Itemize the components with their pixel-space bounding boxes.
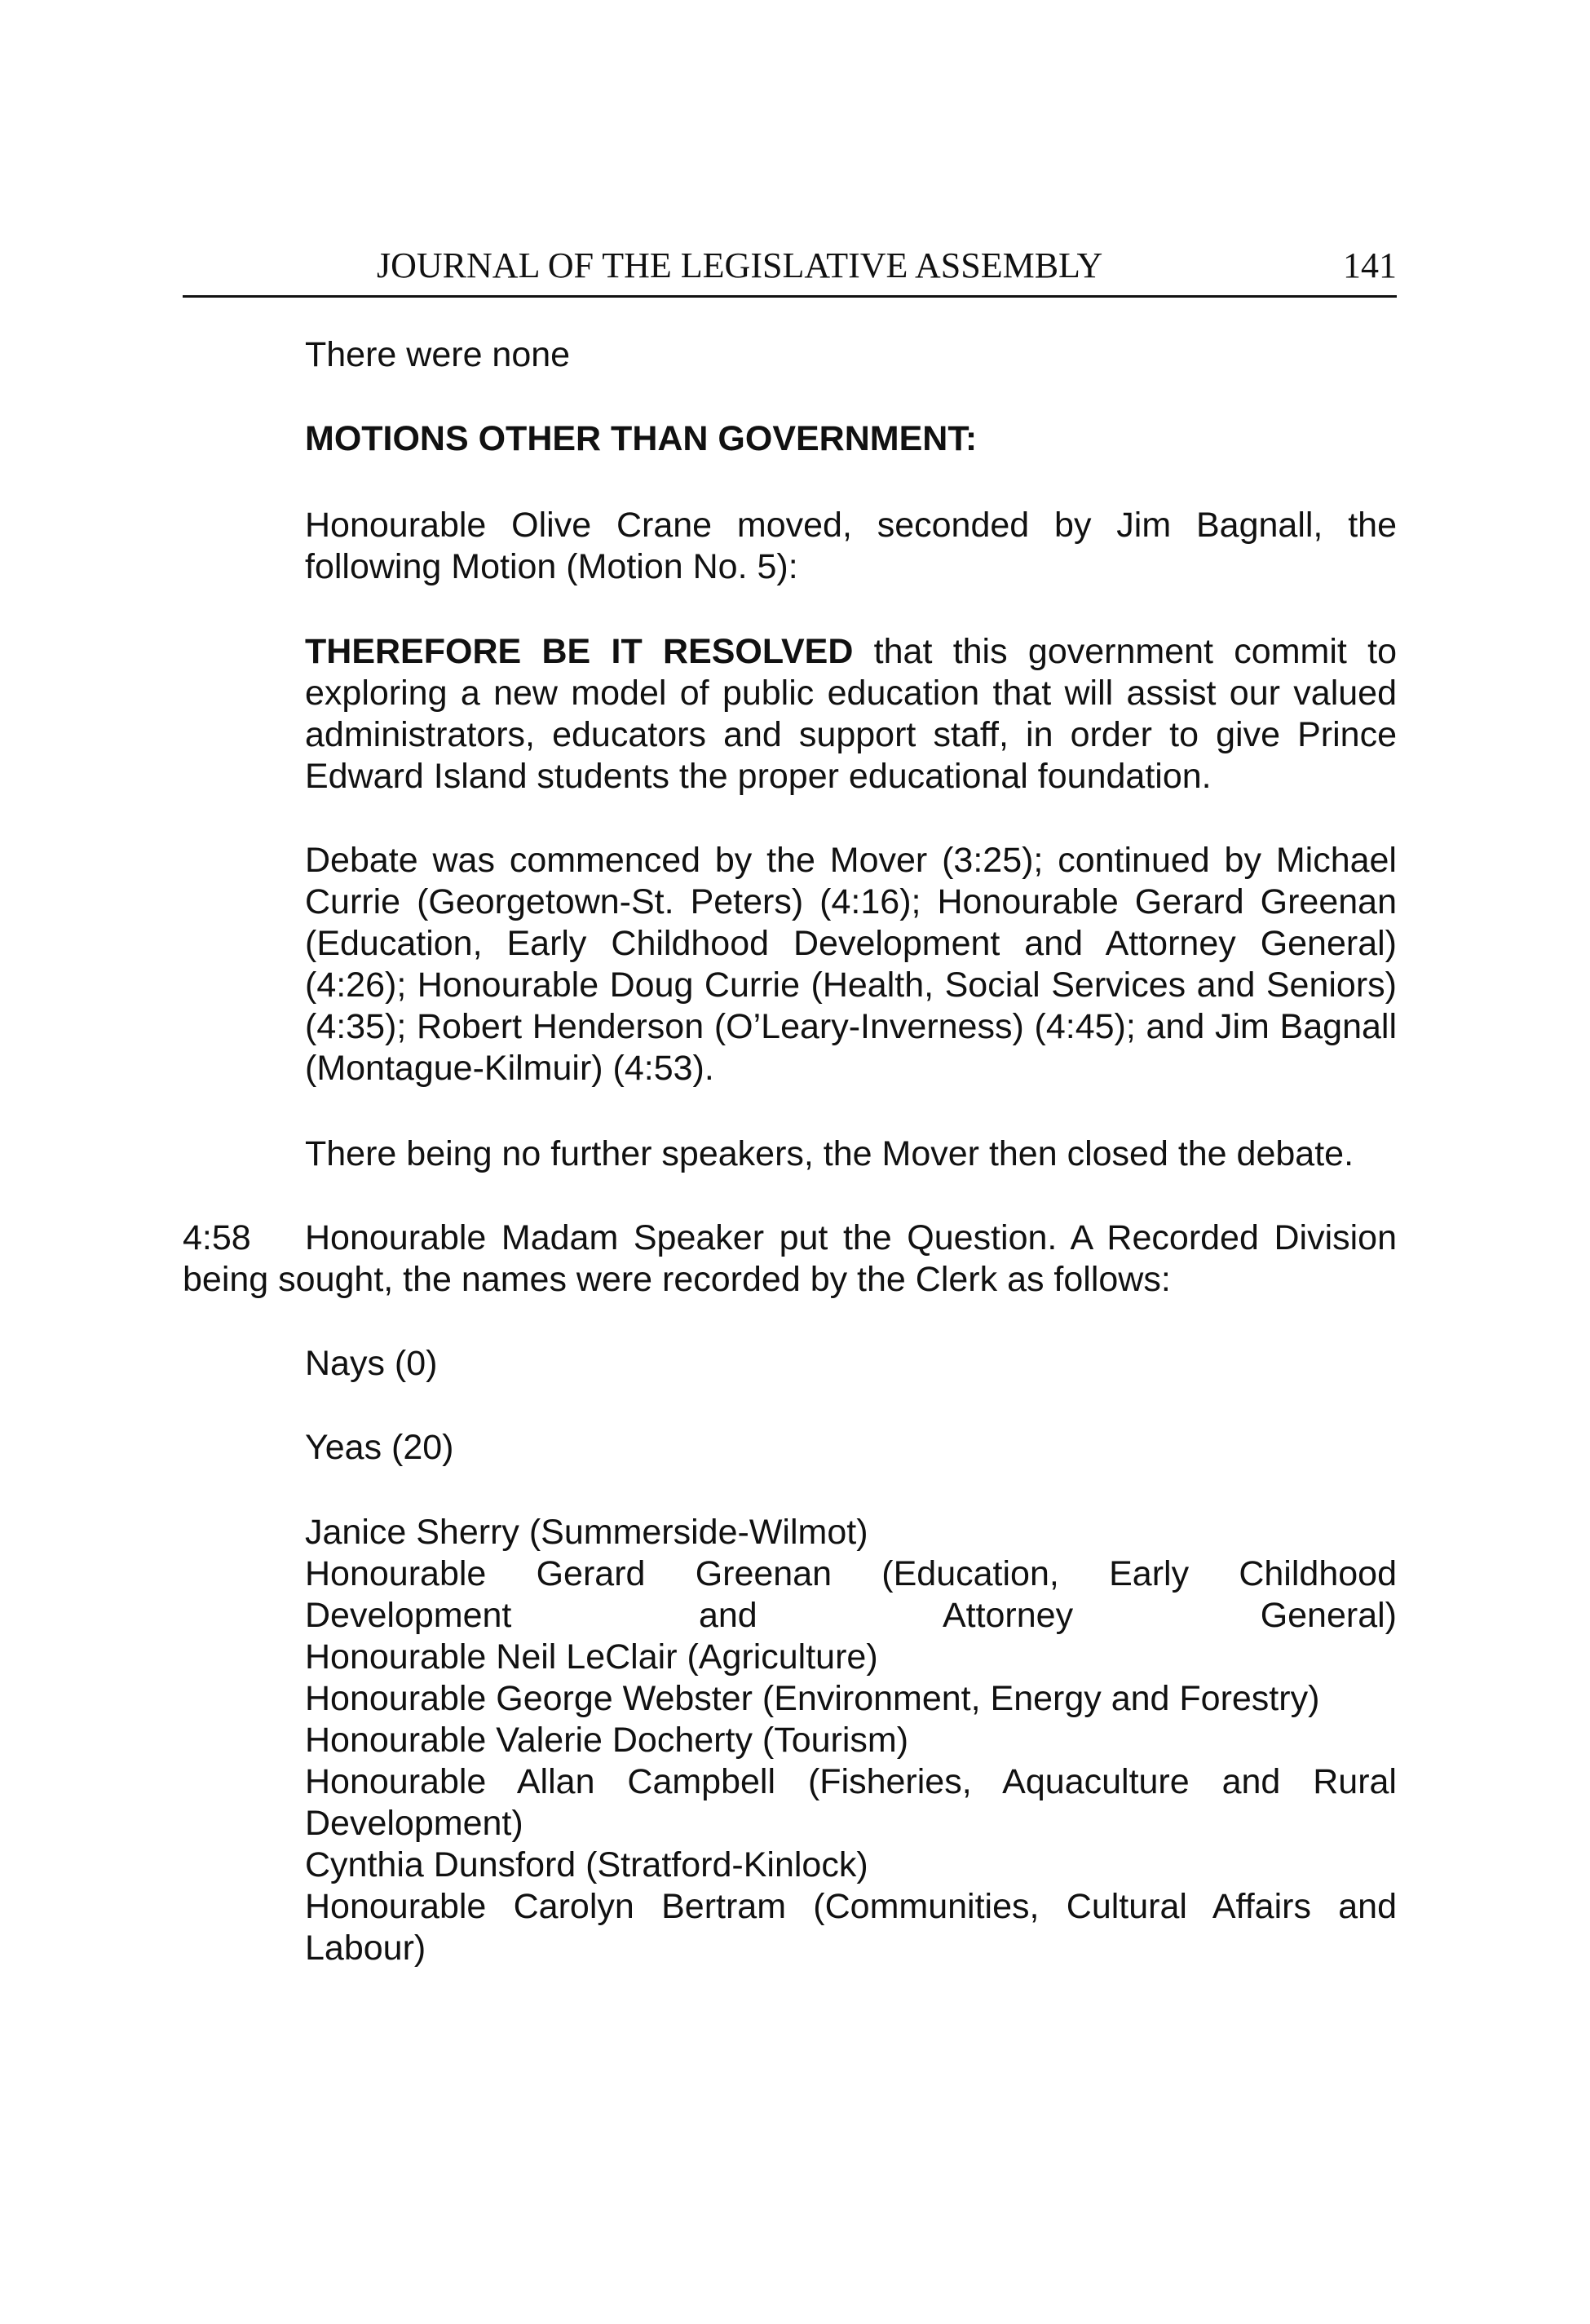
nays-heading: Nays (0) [305, 1344, 438, 1383]
question-paragraph [183, 1217, 1397, 1301]
list-item: Honourable Gerard Greenan (Education, Early Childhood Development and Attorney General) [305, 1554, 1397, 1635]
list-item: Honourable Neil LeClair (Agriculture) [305, 1637, 878, 1677]
list-item: Cynthia Dunsford (Stratford-Kinlock) [305, 1845, 868, 1884]
resolution-lead: THEREFORE BE IT RESOLVED [305, 632, 854, 671]
member-list [305, 1512, 1397, 1969]
question-time: 4:58 [183, 1218, 251, 1257]
running-header [183, 245, 1397, 298]
journal-title: JOURNAL OF THE LEGISLATIVE ASSEMBLY [377, 245, 1103, 285]
list-item: Janice Sherry (Summerside-Wilmot) [305, 1513, 868, 1552]
list-item: Honourable Allan Campbell (Fisheries, Aquaculture and Rural Development) [305, 1762, 1397, 1843]
section-heading: MOTIONS OTHER THAN GOVERNMENT: [305, 419, 978, 458]
motion-intro-paragraph: Honourable Olive Crane moved, seconded by Jim Bagnall, the following Motion (Motion No. 5): [305, 506, 1397, 586]
page-number: 141 [1343, 245, 1397, 285]
resolution-paragraph [305, 631, 1397, 797]
list-item: Honourable Valerie Docherty (Tourism) [305, 1721, 909, 1760]
resolution-text: that this government commit to exploring a new model of public education that will assist our valued administrators, educators and support staff, in order to give Prince Edward Island students the proper educational foundation. [305, 632, 1397, 796]
closing-paragraph: There being no further speakers, the Mover then closed the debate. [305, 1134, 1354, 1173]
debate-paragraph: Debate was commenced by the Mover (3:25); continued by Michael Currie (Georgetown-St. Peters) (4:16); Honourable Gerard Greenan (Education, Early Childhood Development and Attorney General) (4:26); Honourable Doug Currie (Health, Social Services and Seniors) (4:35); Robert Henderson (O’Leary-Inverness) (4:45); and Jim Bagnall (Montague-Kilmuir) (4:53). [305, 841, 1397, 1088]
question-text: Honourable Madam Speaker put the Question. A Recorded Division being sought, the names were recorded by the Clerk as follows: [183, 1218, 1397, 1299]
list-item: Honourable George Webster (Environment, Energy and Forestry) [305, 1679, 1320, 1718]
yeas-heading: Yeas (20) [305, 1428, 454, 1467]
list-item: Honourable Carolyn Bertram (Communities, Cultural Affairs and Labour) [305, 1887, 1397, 1968]
intro-text: There were none [305, 335, 571, 374]
